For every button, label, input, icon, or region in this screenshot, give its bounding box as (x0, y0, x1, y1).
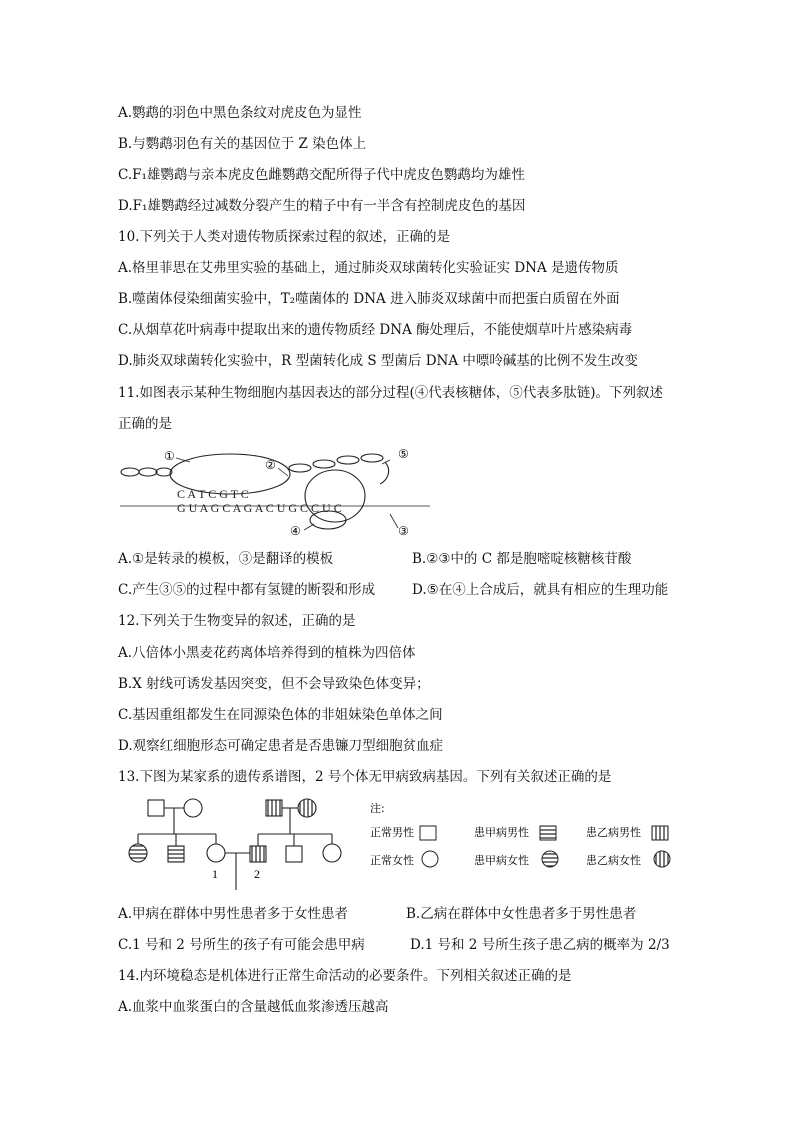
q9-option-d: D.F₁雄鹦鹉经过减数分裂产生的精子中有一半含有控制虎皮色的基因 (118, 198, 526, 214)
individual-label-1: 1 (212, 867, 218, 881)
gene-expression-figure (120, 440, 440, 540)
legend-note: 注: (370, 802, 385, 815)
label-2: ② (265, 458, 276, 472)
individual-label-2: 2 (254, 867, 260, 881)
legend-a-female-symbol (542, 851, 558, 867)
q13-option-a: A.甲病在群体中男性患者多于女性患者 (118, 906, 349, 922)
gen2-normal-male (286, 846, 302, 862)
q11-option-d: D.⑤在④上合成后，就具有相应的生理功能 (412, 582, 669, 598)
q12-option-b: B.X 射线可诱发基因突变，但不会导致染色体变异； (118, 676, 430, 692)
legend-normal-female-symbol (422, 851, 438, 867)
q12-stem: 12.下列关于生物变异的叙述，正确的是 (118, 613, 356, 629)
q14-option-a: A.血浆中血浆蛋白的含量越低血浆渗透压越高 (118, 999, 389, 1015)
q12-option-c: C.基因重组都发生在同源染色体的非姐妹染色单体之间 (118, 707, 443, 723)
q9-option-c: C.F₁雄鹦鹉与亲本虎皮色雌鹦鹉交配所得子代中虎皮色鹦鹉均为雄性 (118, 167, 525, 183)
polypeptide-chain (380, 462, 389, 484)
legend-normal-female-label: 正常女性 (370, 854, 414, 867)
dna-template-strand: C A T C G T C (177, 487, 249, 501)
left-nucleotide-chain (121, 468, 172, 476)
label-3: ③ (398, 524, 409, 538)
q10-option-b: B.噬菌体侵染细菌实验中，T₂噬菌体的 DNA 进入肺炎双球菌中而把蛋白质留在外面 (118, 291, 620, 307)
pedigree-chart (118, 792, 678, 892)
gen1-normal-female (184, 799, 202, 817)
q13-stem: 13.下图为某家系的遗传系谱图，2 号个体无甲病致病基因。下列有关叙述正确的是 (118, 769, 612, 785)
legend-b-female-label: 患乙病女性 (586, 854, 641, 867)
gen1-disease-b-female (298, 799, 316, 817)
mrna-strand: G U A G C A G A C U G C C U C (177, 501, 342, 515)
legend-a-male-label: 患甲病男性 (474, 826, 529, 839)
legend-b-female-symbol (654, 851, 670, 867)
q11-stem-line2: 正确的是 (118, 416, 172, 432)
gen2-individual-1 (207, 844, 225, 862)
label-4: ④ (290, 524, 301, 538)
q10-option-d: D.肺炎双球菌转化实验中，R 型菌转化成 S 型菌后 DNA 中嘌呤碱基的比例不发生改变 (118, 353, 638, 369)
legend-normal-male-label: 正常男性 (370, 826, 414, 839)
q10-option-a: A.格里菲思在艾弗里实验的基础上，通过肺炎双球菌转化实验证实 DNA 是遗传物质 (118, 260, 619, 276)
legend-b-male-symbol (652, 826, 668, 840)
q14-stem: 14.内环境稳态是机体进行正常生命活动的必要条件。下列相关叙述正确的是 (118, 968, 572, 984)
q9-option-b: B.与鹦鹉羽色有关的基因位于 Z 染色体上 (118, 136, 367, 152)
label-1: ① (164, 449, 175, 463)
q11-stem-line1: 11.如图表示某种生物细胞内基因表达的部分过程(④代表核糖体，⑤代表多肽链)。下列叙述 (118, 385, 664, 401)
q13-option-d: D.1 号和 2 号所生孩子患乙病的概率为 2/3 (410, 937, 670, 953)
q9-option-a: A.鹦鹉的羽色中黑色条纹对虎皮色为显性 (118, 105, 362, 121)
legend-b-male-label: 患乙病男性 (586, 826, 641, 839)
q12-option-d: D.观察红细胞形态可确定患者是否患镰刀型细胞贫血症 (118, 738, 444, 754)
legend-a-male-symbol (540, 826, 556, 840)
legend-a-female-label: 患甲病女性 (474, 854, 529, 867)
gen2-disease-a-female (129, 844, 147, 862)
gen2-individual-2 (250, 846, 266, 862)
q11-option-c: C.产生③⑤的过程中都有氢键的断裂和形成 (118, 582, 376, 598)
q11-option-b: B.②③中的 C 都是胞嘧啶核糖核苷酸 (412, 551, 632, 567)
gen2-disease-a-male (168, 846, 184, 862)
q12-option-a: A.八倍体小黑麦花药离体培养得到的植株为四倍体 (118, 645, 416, 661)
q10-option-c: C.从烟草花叶病毒中提取出来的遗传物质经 DNA 酶处理后，不能使烟草叶片感染病毒 (118, 322, 633, 338)
q13-option-b: B.乙病在群体中女性患者多于男性患者 (406, 906, 637, 922)
label-5: ⑤ (398, 447, 409, 461)
right-nucleotide-chain (289, 454, 383, 472)
q10-stem: 10.下列关于人类对遗传物质探索过程的叙述，正确的是 (118, 229, 450, 245)
gen1-normal-male (148, 800, 164, 816)
gen1-disease-a-male (266, 800, 282, 816)
legend-normal-male-symbol (420, 826, 436, 840)
q13-option-c: C.1 号和 2 号所生的孩子有可能会患甲病 (118, 937, 365, 953)
gen2-normal-female (323, 844, 341, 862)
q11-option-a: A.①是转录的模板，③是翻译的模板 (118, 551, 334, 567)
